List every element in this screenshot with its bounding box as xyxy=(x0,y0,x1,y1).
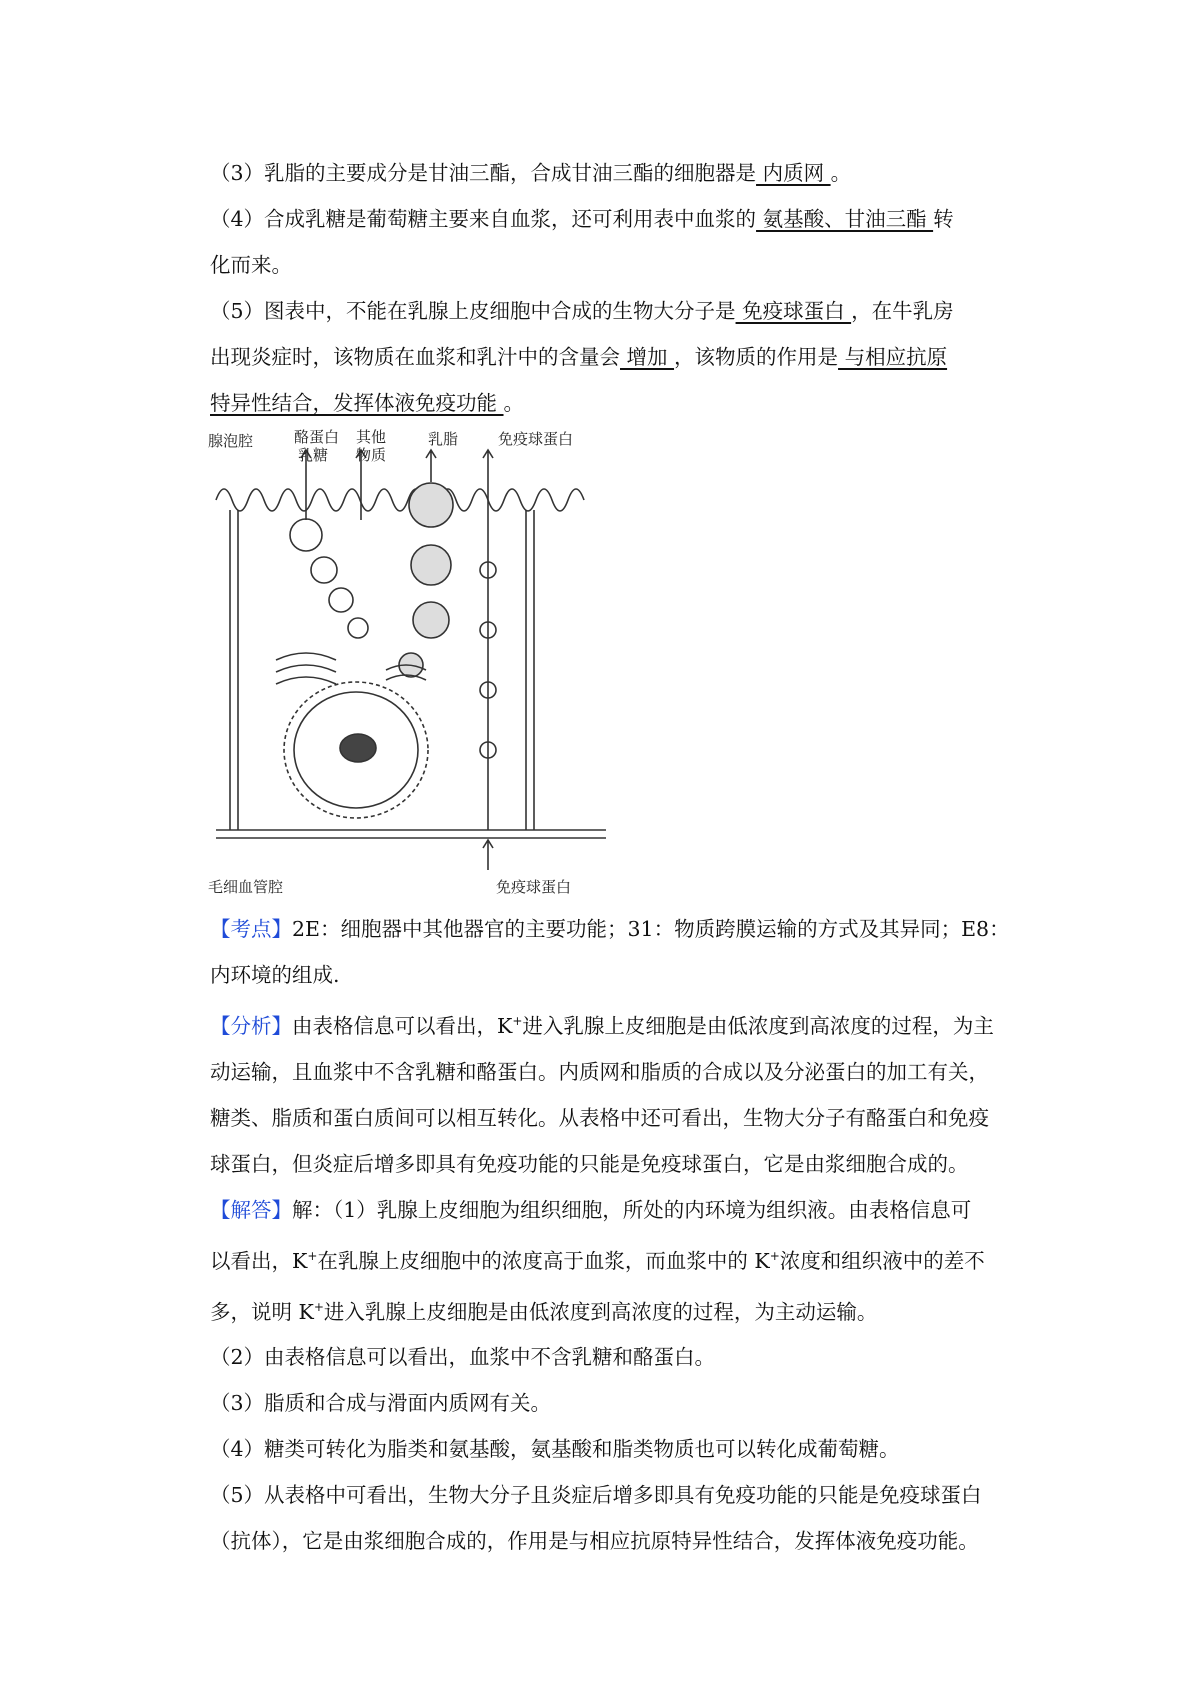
q5-line2 xyxy=(210,334,1020,380)
superscript: + xyxy=(313,1299,324,1314)
rough-er xyxy=(276,653,336,684)
fenxi-text-b: 进入乳腺上皮细胞是由低浓度到高浓度的过程，为主 xyxy=(522,1013,994,1038)
jieda-p3: （3）脂质和合成与滑面内质网有关。 xyxy=(210,1391,552,1416)
q5-end: 。 xyxy=(503,391,525,415)
mammary-cell-figure xyxy=(206,430,636,900)
label-capillary: 毛细血管腔 xyxy=(208,878,284,896)
fat-droplet-3 xyxy=(413,602,449,638)
ig-arrow-bottom xyxy=(483,840,493,870)
superscript: + xyxy=(769,1248,780,1263)
label-lactose: 乳糖 xyxy=(298,446,329,464)
fenxi-text-a: 由表格信息可以看出，K xyxy=(292,1013,513,1038)
fenxi-line4: 球蛋白，但炎症后增多即具有免疫功能的只能是免疫球蛋白，它是由浆细胞合成的。 xyxy=(210,1151,969,1176)
vesicle-3 xyxy=(329,588,353,612)
label-ig-bottom: 免疫球蛋白 xyxy=(496,878,572,896)
label-other-1: 其他 xyxy=(356,428,387,446)
nucleolus xyxy=(340,734,376,762)
q3-end: 。 xyxy=(830,161,852,185)
q5-line3 xyxy=(210,380,1020,426)
q5-text: （5）图表中，不能在乳腺上皮细胞中合成的生物大分子是 xyxy=(210,299,736,323)
jieda-line3 xyxy=(210,1284,1020,1335)
jieda-p5-line1: （5）从表格中可看出，生物大分子且炎症后增多即具有免疫功能的只能是免疫球蛋白 xyxy=(210,1483,982,1508)
ig-arrow-top xyxy=(483,450,493,520)
jieda-text-d: 多，说明 K xyxy=(210,1299,314,1324)
superscript: + xyxy=(512,1014,523,1028)
jieda-text-e: 进入乳腺上皮细胞是由低浓度到高浓度的过程，为主动运输。 xyxy=(323,1299,878,1324)
fat-droplet-1 xyxy=(409,483,453,527)
q3-answer: 内质网 xyxy=(756,161,831,185)
cell-diagram xyxy=(206,430,636,900)
jieda-text-b: 在乳腺上皮细胞中的浓度高于血浆，而血浆中的 K xyxy=(317,1248,770,1273)
q3-text: （3）乳脂的主要成分是甘油三酯，合成甘油三酯的细胞器是 xyxy=(210,161,757,185)
label-lumen: 腺泡腔 xyxy=(208,432,254,450)
q5-answer3-cont: 特异性结合，发挥体液免疫功能 xyxy=(210,391,504,415)
fenxi-line2: 动运输，且血浆中不含乳糖和酪蛋白。内质网和脂质的合成以及分泌蛋白的加工有关， xyxy=(210,1059,989,1084)
q3-line xyxy=(210,150,1020,196)
fat-arrow xyxy=(426,450,436,482)
q5-mid1: ，在牛乳房 xyxy=(851,299,954,323)
q4-line xyxy=(210,196,1020,242)
kaodian-line1 xyxy=(210,906,1020,952)
q5-answer2: 增加 xyxy=(620,345,675,369)
jieda-text: 解：（1）乳腺上皮细胞为组织细胞，所处的内环境为组织液。由表格信息可 xyxy=(292,1197,972,1222)
vesicle-4 xyxy=(348,618,368,638)
jieda-p5-line2: （抗体），它是由浆细胞合成的，作用是与相应抗原特异性结合，发挥体液免疫功能。 xyxy=(210,1529,979,1554)
vesicle-1 xyxy=(290,519,322,551)
label-casein: 酪蛋白 xyxy=(294,428,340,446)
q5-text2: 出现炎症时，该物质在血浆和乳汁中的含量会 xyxy=(210,345,620,369)
q5-mid2: ，该物质的作用是 xyxy=(674,345,839,369)
jieda-text-a: 以看出，K xyxy=(210,1248,308,1273)
label-fat: 乳脂 xyxy=(428,430,459,448)
q4-answer: 氨基酸、甘油三酯 xyxy=(756,207,934,231)
fat-droplet-2 xyxy=(411,545,451,585)
jieda-tag: 【解答】 xyxy=(210,1197,292,1222)
label-other-2: 物质 xyxy=(356,446,387,464)
microvilli xyxy=(216,489,584,511)
vesicle-2 xyxy=(311,557,337,583)
jieda-text-c: 浓度和组织液中的差不 xyxy=(779,1248,985,1273)
q5-line1 xyxy=(210,288,1020,334)
label-ig-top: 免疫球蛋白 xyxy=(498,430,574,448)
fenxi-line1 xyxy=(210,998,1020,1049)
kaodian-text: 2E：细胞器中其他器官的主要功能；31：物质跨膜运输的方式及其异同；E8： xyxy=(292,917,1010,941)
kaodian-line2: 内环境的组成. xyxy=(210,963,340,987)
jieda-line2 xyxy=(210,1233,1020,1284)
fenxi-line3: 糖类、脂质和蛋白质间可以相互转化。从表格中还可看出，生物大分子有酪蛋白和免疫 xyxy=(210,1105,989,1130)
q5-answer1: 免疫球蛋白 xyxy=(735,299,852,323)
q4-end: 转 xyxy=(933,207,954,231)
jieda-p4: （4）糖类可转化为脂类和氨基酸，氨基酸和脂类物质也可以转化成葡萄糖。 xyxy=(210,1437,900,1462)
jieda-line1 xyxy=(210,1187,1020,1233)
q4-line2: 化而来。 xyxy=(210,253,292,277)
superscript: + xyxy=(307,1248,318,1263)
q4-text: （4）合成乳糖是葡萄糖主要来自血浆，还可利用表中血浆的 xyxy=(210,207,757,231)
answer-page xyxy=(210,150,1020,1564)
jieda-p2: （2）由表格信息可以看出，血浆中不含乳糖和酪蛋白。 xyxy=(210,1345,716,1370)
fenxi-tag: 【分析】 xyxy=(210,1013,292,1038)
q5-answer3: 与相应抗原 xyxy=(838,345,948,369)
kaodian-tag: 【考点】 xyxy=(210,917,292,941)
